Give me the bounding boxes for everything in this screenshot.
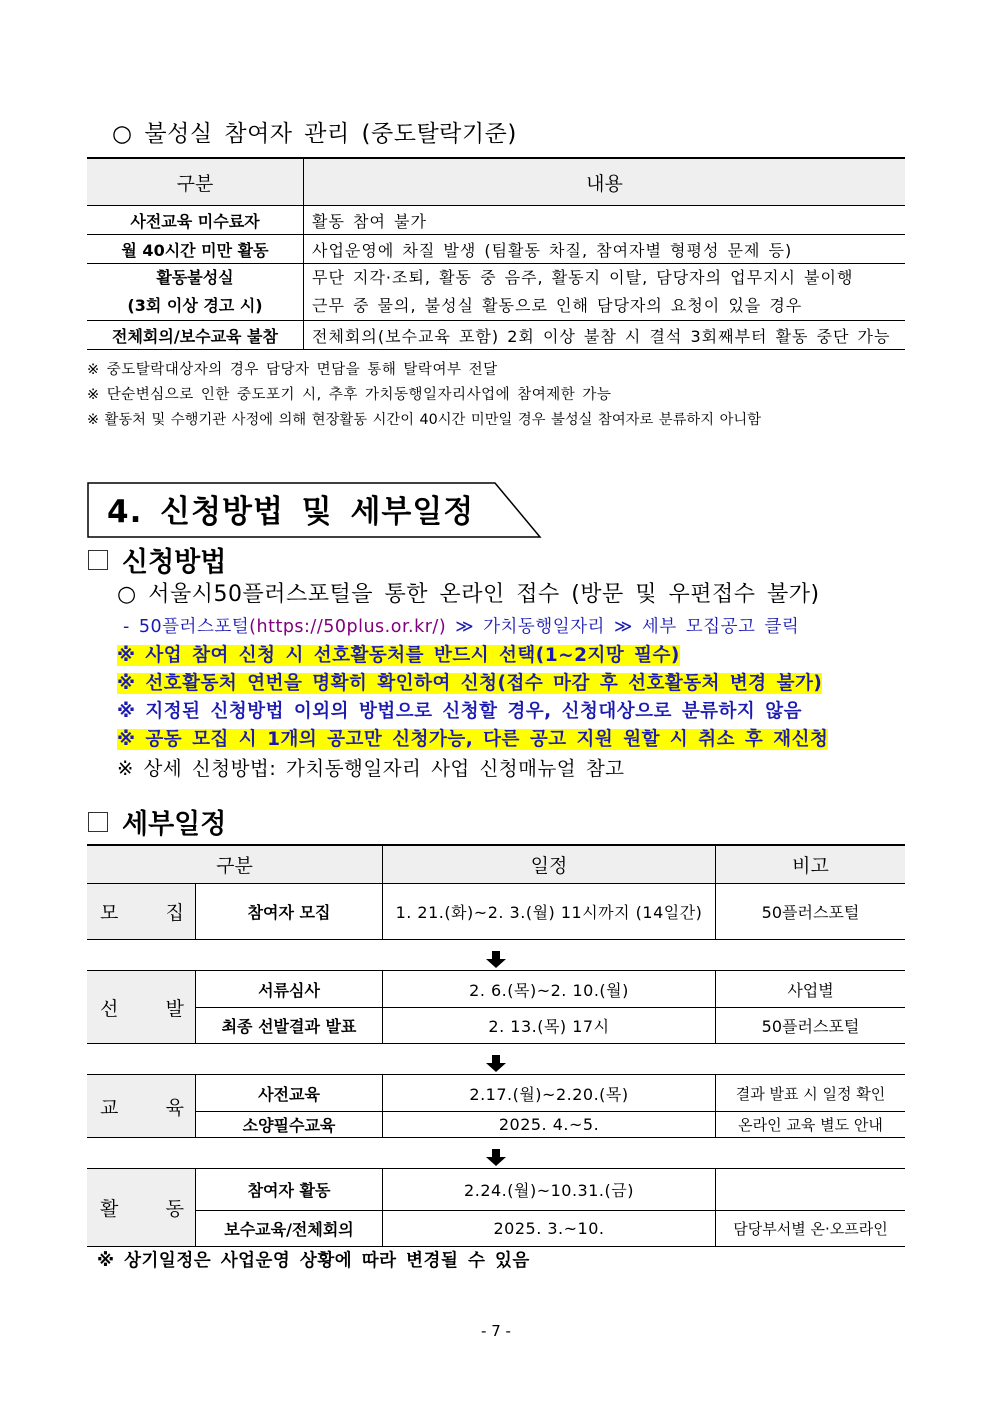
subsection-apply-label: 신청방법 xyxy=(122,547,227,578)
subsection-schedule-label: 세부일정 xyxy=(122,809,227,840)
cat-char: 육 xyxy=(165,1096,184,1119)
highlight-text: ※ 사업 참여 신청 시 선호활동처를 반드시 선택(1~2지망 필수) xyxy=(117,645,680,666)
table-row xyxy=(87,1169,905,1211)
cat-char: 모 xyxy=(100,902,119,924)
schedule-date: 2.24.(월)~10.31.(금) xyxy=(383,1169,716,1211)
group-category xyxy=(87,971,196,1044)
schedule-date: 2025. 3.~10. xyxy=(383,1211,716,1247)
cat-char: 동 xyxy=(165,1198,184,1220)
column-header-category: 구분 xyxy=(87,845,383,884)
row-content: 전체회의(보수교육 포함) 2회 이상 불참 시 결석 3회째부터 활동 중단 가능 xyxy=(304,321,906,350)
section-4-heading-box xyxy=(87,482,539,537)
row-content-line: 무단 지각·조퇴, 활동 중 음주, 활동지 이탈, 담당자의 업무지시 불이행 xyxy=(312,268,854,287)
group-category xyxy=(87,1075,196,1138)
table-header-row xyxy=(87,845,905,884)
schedule-date: 2. 6.(목)~2. 10.(월) xyxy=(383,971,716,1008)
cat-char: 발 xyxy=(165,997,184,1020)
schedule-item: 참여자 활동 xyxy=(196,1169,383,1211)
row-category xyxy=(87,264,304,321)
schedule-note: 사업별 xyxy=(716,971,906,1008)
schedule-note xyxy=(716,1169,906,1211)
row-category-line: (3회 이상 경고 시) xyxy=(127,296,263,315)
group-category xyxy=(87,1169,196,1247)
schedule-note: 50플러스포털 xyxy=(716,1008,906,1044)
column-header-content: 내용 xyxy=(304,158,906,206)
row-category: 사전교육 미수료자 xyxy=(87,206,304,235)
schedule-table xyxy=(87,844,905,1247)
schedule-note: 온라인 교육 별도 안내 xyxy=(716,1112,906,1138)
row-content xyxy=(304,264,906,321)
schedule-note: 50플러스포털 xyxy=(716,884,906,940)
apply-main-line: ○ 서울시50플러스포털을 통한 온라인 접수 (방문 및 우편접수 불가) xyxy=(117,582,820,607)
schedule-footnote: ※ 상기일정은 사업운영 상황에 따라 변경될 수 있음 xyxy=(97,1251,530,1271)
apply-manual-note: ※ 상세 신청방법: 가치동행일자리 사업 신청매뉴얼 참고 xyxy=(117,757,625,780)
path-suffix: ≫ 가치동행일자리 ≫ 세부 모집공고 클릭 xyxy=(446,617,800,637)
cat-char: 집 xyxy=(165,902,184,924)
table-header-row xyxy=(87,158,905,206)
subsection-apply-title xyxy=(88,540,226,579)
cat-char: 교 xyxy=(100,1096,119,1119)
management-notes xyxy=(87,358,761,433)
apply-note-highlight xyxy=(117,669,828,697)
schedule-item: 최종 선발결과 발표 xyxy=(196,1008,383,1044)
highlight-text: ※ 공동 모집 시 1개의 공고만 신청가능, 다른 공고 지원 원할 시 취소 후 재신청 xyxy=(117,729,829,750)
table-row xyxy=(87,971,905,1008)
cat-char: 선 xyxy=(100,997,119,1020)
schedule-date: 2.17.(월)~2.20.(목) xyxy=(383,1075,716,1112)
table-row xyxy=(87,206,905,235)
schedule-note: 결과 발표 시 일정 확인 xyxy=(716,1075,906,1112)
table-row xyxy=(87,1075,905,1112)
row-category: 전체회의/보수교육 불참 xyxy=(87,321,304,350)
schedule-item: 소양필수교육 xyxy=(196,1112,383,1138)
table-row xyxy=(87,264,905,321)
note: ※ 활동처 및 수행기관 사정에 의해 현장활동 시간이 40시간 미만일 경우 불성실 참여자로 분류하지 아니함 xyxy=(87,412,762,428)
arrow-row xyxy=(87,1138,905,1169)
apply-note-highlight xyxy=(117,641,828,669)
row-content: 활동 참여 불가 xyxy=(304,206,906,235)
blue-text: ※ 지정된 신청방법 이외의 방법으로 신청할 경우, 신청대상으로 분류하지 않음 xyxy=(117,701,802,722)
schedule-item: 보수교육/전체회의 xyxy=(196,1211,383,1247)
schedule-date: 1. 21.(화)~2. 3.(월) 11시까지 (14일간) xyxy=(383,884,716,940)
column-header-schedule: 일정 xyxy=(383,845,716,884)
schedule-note: 담당부서별 온·오프라인 xyxy=(716,1211,906,1247)
arrow-row xyxy=(87,940,905,971)
column-header-note: 비고 xyxy=(716,845,906,884)
schedule-item: 사전교육 xyxy=(196,1075,383,1112)
note: ※ 중도탈락대상자의 경우 담당자 면담을 통해 탈락여부 전달 xyxy=(87,362,498,378)
row-content: 사업운영에 차질 발생 (팀활동 차질, 참여자별 형평성 문제 등) xyxy=(304,235,906,264)
cat-char: 활 xyxy=(100,1198,119,1220)
apply-note-highlight xyxy=(117,725,828,753)
management-table xyxy=(87,157,905,350)
schedule-date: 2. 13.(목) 17시 xyxy=(383,1008,716,1044)
apply-note-blue xyxy=(117,697,828,725)
path-prefix: - 50플러스포털 xyxy=(123,617,250,637)
schedule-item: 참여자 모집 xyxy=(196,884,383,940)
table-row xyxy=(87,1211,905,1247)
arrow-cell xyxy=(87,940,905,971)
table-row xyxy=(87,884,905,940)
page-number: - 7 - xyxy=(481,1322,511,1340)
table-row xyxy=(87,1008,905,1044)
portal-url-link[interactable]: (https://50plus.or.kr/) xyxy=(249,617,447,637)
schedule-item: 서류심사 xyxy=(196,971,383,1008)
row-category-line: 활동불성실 xyxy=(156,268,234,287)
row-content-line: 근무 중 물의, 불성실 활동으로 인해 담당자의 요청이 있을 경우 xyxy=(312,296,803,315)
arrow-cell xyxy=(87,1138,905,1169)
group-category xyxy=(87,884,196,940)
table-row xyxy=(87,235,905,264)
arrow-cell xyxy=(87,1044,905,1075)
checkbox-square-icon xyxy=(88,812,108,832)
arrow-row xyxy=(87,1044,905,1075)
table-row xyxy=(87,321,905,350)
row-category: 월 40시간 미만 활동 xyxy=(87,235,304,264)
apply-method-block xyxy=(117,577,828,781)
schedule-date: 2025. 4.~5. xyxy=(383,1112,716,1138)
section-4-heading: 4. 신청방법 및 세부일정 xyxy=(107,494,475,530)
checkbox-square-icon xyxy=(88,550,108,570)
note: ※ 단순변심으로 인한 중도포기 시, 추후 가치동행일자리사업에 참여제한 가능 xyxy=(87,387,612,403)
table-row xyxy=(87,1112,905,1138)
apply-path-line xyxy=(117,613,828,641)
subsection-schedule-title xyxy=(88,802,226,841)
section-title-management: ○ 불성실 참여자 관리 (중도탈락기준) xyxy=(112,121,517,147)
highlight-text: ※ 선호활동처 연번을 명확히 확인하여 신청(접수 마감 후 선호활동처 변경 불가) xyxy=(117,673,823,694)
column-header-category: 구분 xyxy=(87,158,304,206)
